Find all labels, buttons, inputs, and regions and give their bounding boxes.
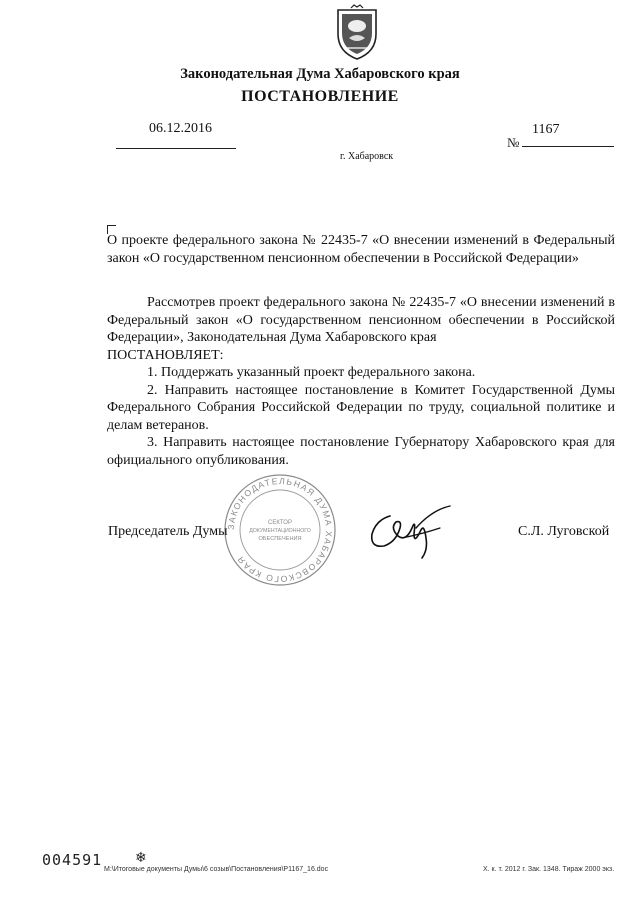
- intro-paragraph: Рассмотрев проект федерального закона № 22435-7 «О внесении изменений в Федеральный закон «О государственном пенсионном обеспечении в Российской Федерации», Законодательная Дума Хабаровского края: [107, 295, 615, 345]
- document-number: 1167: [532, 122, 560, 137]
- stamp-line-3: ОБЕСПЕЧЕНИЯ: [258, 536, 302, 542]
- resolves-heading: ПОСТАНОВЛЯЕТ:: [107, 347, 224, 363]
- number-sign: №: [507, 135, 520, 150]
- document-type-title: ПОСТАНОВЛЕНИЕ: [241, 88, 399, 105]
- stamp-line-2: ДОКУМЕНТАЦИОННОГО: [249, 528, 311, 534]
- file-path: M:\Итоговые документы Думы\6 созыв\Постановления\P1167_16.doc: [104, 866, 329, 873]
- coat-of-arms-emblem: [332, 4, 382, 62]
- chairman-position: Председатель Думы: [108, 524, 228, 539]
- handwritten-signature: [362, 498, 458, 562]
- registration-number: 004591: [42, 851, 103, 869]
- organization-title: Законодательная Дума Хабаровского края: [180, 66, 460, 82]
- snowflake-icon: ❄: [135, 851, 147, 866]
- document-body: [107, 294, 615, 469]
- resolution-item-2: 2. Направить настоящее постановление в Комитет Государственной Думы Федерального Собрания Российской Федерации по труду, социальной политике и делам ветеранов.: [107, 382, 615, 433]
- number-underline: [522, 146, 614, 147]
- stamp-line-1: СЕКТОР: [268, 520, 292, 526]
- city-label: г. Хабаровск: [340, 151, 394, 162]
- document-date: 06.12.2016: [149, 121, 212, 136]
- official-stamp: [222, 472, 338, 588]
- resolution-item-1: 1. Поддержать указанный проект федерального закона.: [147, 365, 476, 380]
- print-info: Х. к. т. 2012 г. Зак. 1348. Тираж 2000 экз.: [483, 866, 615, 873]
- chairman-name: С.Л. Луговской: [518, 524, 610, 539]
- stamp-ring-text: ЗАКОНОДАТЕЛЬНАЯ ДУМА ХАБАРОВСКОГО КРАЯ: [225, 475, 335, 585]
- date-underline: [116, 148, 236, 149]
- document-subject: О проекте федерального закона № 22435-7 «О внесении изменений в Федеральный закон «О государственном пенсионном обеспечении в Российской Федерации»: [107, 233, 615, 266]
- resolution-item-3: 3. Направить настоящее постановление Губернатору Хабаровского края для официального опубликования.: [107, 435, 615, 468]
